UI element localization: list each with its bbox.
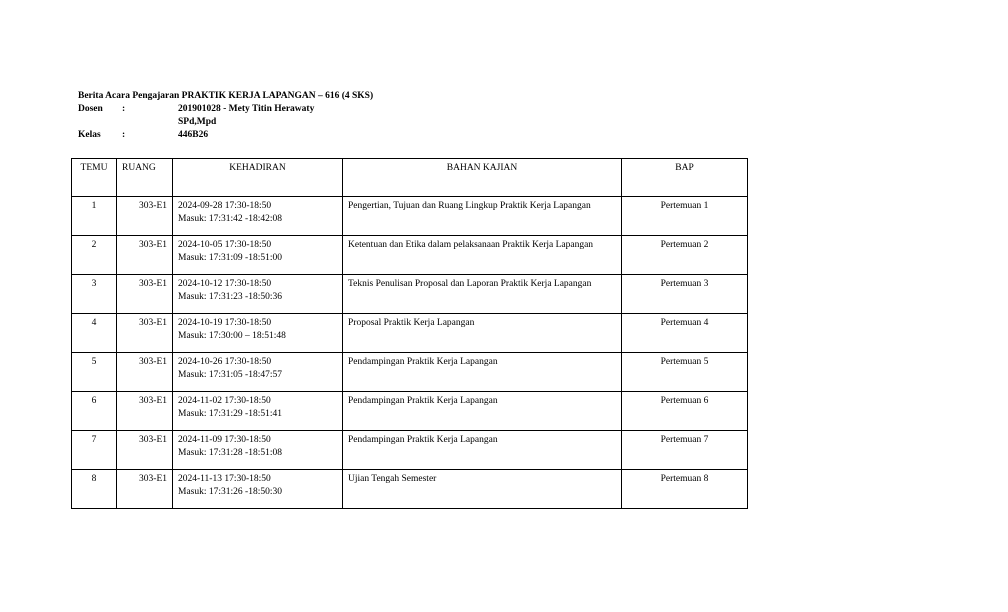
attendance-table xyxy=(71,158,748,509)
table-row xyxy=(72,197,748,236)
dosen-row xyxy=(78,103,398,129)
cell-jadwal: 2024-10-26 17:30-18:50 xyxy=(178,357,272,367)
cell-jadwal: 2024-11-09 17:30-18:50 xyxy=(178,435,271,445)
cell-kehadiran xyxy=(173,470,343,509)
header-bahan-kajian: BAHAN KAJIAN xyxy=(343,159,622,197)
cell-bahan-kajian: Pendampingan Praktik Kerja Lapangan xyxy=(343,392,622,431)
cell-temu: 1 xyxy=(72,197,117,236)
table-row xyxy=(72,236,748,275)
cell-jadwal: 2024-10-05 17:30-18:50 xyxy=(178,240,272,250)
cell-temu: 2 xyxy=(72,236,117,275)
cell-jadwal: 2024-10-12 17:30-18:50 xyxy=(178,279,272,289)
cell-ruang: 303-E1 xyxy=(117,431,173,470)
cell-temu: 8 xyxy=(72,470,117,509)
cell-ruang: 303-E1 xyxy=(117,275,173,314)
cell-temu: 4 xyxy=(72,314,117,353)
cell-kehadiran xyxy=(173,392,343,431)
cell-temu: 5 xyxy=(72,353,117,392)
dosen-value-line1: 201901028 - Mety Titin Herawaty xyxy=(178,104,315,114)
dosen-value-line2: SPd,Mpd xyxy=(178,117,217,127)
cell-kehadiran xyxy=(173,197,343,236)
table-header-row xyxy=(72,159,748,197)
cell-masuk: Masuk: 17:30:00 – 18:51:48 xyxy=(178,330,286,341)
table-row xyxy=(72,470,748,509)
cell-kehadiran xyxy=(173,314,343,353)
header-kehadiran: KEHADIRAN xyxy=(173,159,343,197)
cell-ruang: 303-E1 xyxy=(117,314,173,353)
cell-kehadiran xyxy=(173,236,343,275)
header-ruang: RUANG xyxy=(117,159,173,197)
kelas-row xyxy=(78,129,398,142)
cell-ruang: 303-E1 xyxy=(117,392,173,431)
cell-bap: Pertemuan 3 xyxy=(622,275,748,314)
kelas-label: Kelas xyxy=(78,130,101,140)
cell-bahan-kajian: Pendampingan Praktik Kerja Lapangan xyxy=(343,353,622,392)
cell-bap: Pertemuan 8 xyxy=(622,470,748,509)
kelas-separator: : xyxy=(122,130,126,140)
cell-ruang: 303-E1 xyxy=(117,236,173,275)
kelas-value: 446B26 xyxy=(178,130,209,140)
table-body xyxy=(72,197,748,509)
cell-jadwal: 2024-11-02 17:30-18:50 xyxy=(178,396,271,406)
cell-temu: 3 xyxy=(72,275,117,314)
cell-bap: Pertemuan 5 xyxy=(622,353,748,392)
document-header xyxy=(78,90,398,142)
cell-kehadiran xyxy=(173,353,343,392)
cell-bahan-kajian: Proposal Praktik Kerja Lapangan xyxy=(343,314,622,353)
cell-ruang: 303-E1 xyxy=(117,470,173,509)
cell-kehadiran xyxy=(173,275,343,314)
table-row xyxy=(72,431,748,470)
cell-jadwal: 2024-11-13 17:30-18:50 xyxy=(178,474,271,484)
document-title: Berita Acara Pengajaran PRAKTIK KERJA LAPANGAN – 616 (4 SKS) xyxy=(78,91,374,101)
cell-temu: 6 xyxy=(72,392,117,431)
header-bap: BAP xyxy=(622,159,748,197)
cell-jadwal: 2024-10-19 17:30-18:50 xyxy=(178,318,272,328)
table-row xyxy=(72,353,748,392)
table-row xyxy=(72,392,748,431)
dosen-separator: : xyxy=(122,104,126,114)
cell-masuk: Masuk: 17:31:42 -18:42:08 xyxy=(178,213,282,224)
cell-bahan-kajian: Ujian Tengah Semester xyxy=(343,470,622,509)
cell-bap: Pertemuan 6 xyxy=(622,392,748,431)
cell-bahan-kajian: Teknis Penulisan Proposal dan Laporan Praktik Kerja Lapangan xyxy=(343,275,622,314)
table-row xyxy=(72,314,748,353)
cell-bahan-kajian: Ketentuan dan Etika dalam pelaksanaan Praktik Kerja Lapangan xyxy=(343,236,622,275)
cell-jadwal: 2024-09-28 17:30-18:50 xyxy=(178,201,272,211)
cell-masuk: Masuk: 17:31:23 -18:50:36 xyxy=(178,291,282,302)
cell-bap: Pertemuan 7 xyxy=(622,431,748,470)
dosen-label: Dosen xyxy=(78,104,103,114)
cell-ruang: 303-E1 xyxy=(117,197,173,236)
cell-masuk: Masuk: 17:31:05 -18:47:57 xyxy=(178,369,282,380)
table-row xyxy=(72,275,748,314)
header-temu: TEMU xyxy=(72,159,117,197)
cell-masuk: Masuk: 17:31:28 -18:51:08 xyxy=(178,447,282,458)
cell-masuk: Masuk: 17:31:29 -18:51:41 xyxy=(178,408,282,419)
cell-bap: Pertemuan 2 xyxy=(622,236,748,275)
cell-bap: Pertemuan 1 xyxy=(622,197,748,236)
cell-temu: 7 xyxy=(72,431,117,470)
cell-masuk: Masuk: 17:31:09 -18:51:00 xyxy=(178,252,282,263)
cell-ruang: 303-E1 xyxy=(117,353,173,392)
cell-bap: Pertemuan 4 xyxy=(622,314,748,353)
cell-masuk: Masuk: 17:31:26 -18:50:30 xyxy=(178,486,282,497)
dosen-value xyxy=(178,103,398,129)
cell-bahan-kajian: Pendampingan Praktik Kerja Lapangan xyxy=(343,431,622,470)
cell-bahan-kajian: Pengertian, Tujuan dan Ruang Lingkup Praktik Kerja Lapangan xyxy=(343,197,622,236)
cell-kehadiran xyxy=(173,431,343,470)
